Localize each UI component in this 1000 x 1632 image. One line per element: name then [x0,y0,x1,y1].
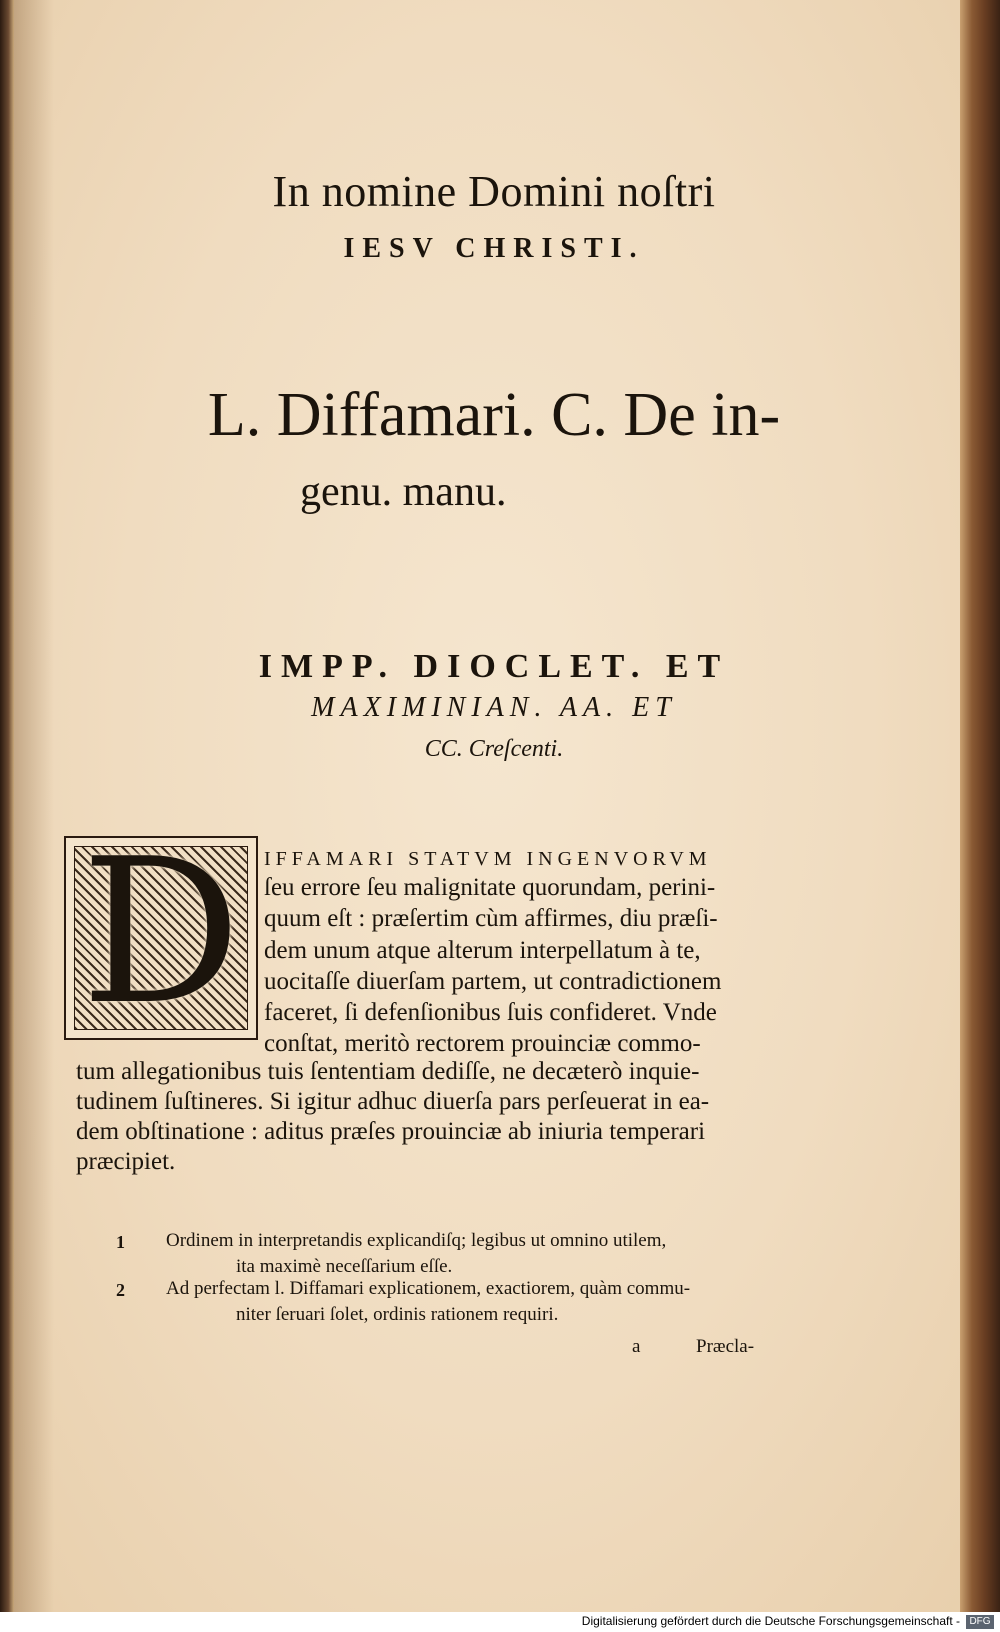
body-line: uocitaſſe diuerſam partem, ut contradictionem [264,968,722,995]
book-edge-left [0,0,14,1612]
body-line: dem unum atque alterum interpellatum à te, [264,937,701,964]
signature-mark: a [632,1336,641,1357]
body-line: IFFAMARI STATVM INGENVORVM [264,848,712,870]
note-line: Ordinem in interpretandis explicandiſq; legibus ut omnino utilem, [166,1230,667,1251]
body-line: faceret, ſi defenſionibus ſuis confideret. Vnde [264,999,717,1026]
initial-letter: D [80,816,242,1049]
title-line-1: L. Diffamari. C. De in- [207,381,781,449]
emperors-line-1: IMPP. DIOCLET. ET [258,648,730,685]
heading-line-2: IESV CHRISTI. [343,233,645,264]
note-line: Ad perfectam l. Diffamari explicationem, exactiorem, quàm commu- [166,1278,691,1299]
body-line: ſeu errore ſeu malignitate quorundam, perini- [264,874,716,901]
body-line: præcipiet. [76,1148,176,1175]
book-edge-right [960,0,1000,1612]
body-line: quum eſt : præſertim cùm affirmes, diu præſi- [264,905,718,932]
body-line: dem obſtinatione : aditus præſes prouinciæ ab iniuria temperari [76,1118,706,1145]
footer-credit: Digitalisierung gefördert durch die Deutsche Forschungsgemeinschaft - [581,1614,960,1628]
catchword: Præcla- [696,1336,755,1357]
note-line: niter ſeruari ſolet, ordinis rationem requiri. [236,1304,559,1325]
heading-line-1: In nomine Domini noſtri [272,167,716,216]
body-line: tudinem ſuſtineres. Si igitur adhuc diuerſa pars perſeuerat in ea- [76,1088,710,1115]
body-line: conſtat, meritò rectorem prouinciæ commo- [264,1030,701,1057]
body-line: tum allegationibus tuis ſententiam dediſſe, ne decæterò inquie- [76,1058,700,1085]
decorated-initial [64,816,258,1049]
page [14,0,974,1612]
note-line: ita maximè neceſſarium eſſe. [236,1256,453,1277]
note-number: 1 [116,1232,125,1252]
emperors-line-3: CC. Creſcenti. [424,736,564,762]
note-number: 2 [116,1280,125,1300]
emperors-line-2: MAXIMINIAN. AA. ET [311,692,677,723]
dfg-logo: DFG [966,1615,994,1629]
footer-bar [0,1612,1000,1632]
title-line-2: genu. manu. [300,469,507,515]
